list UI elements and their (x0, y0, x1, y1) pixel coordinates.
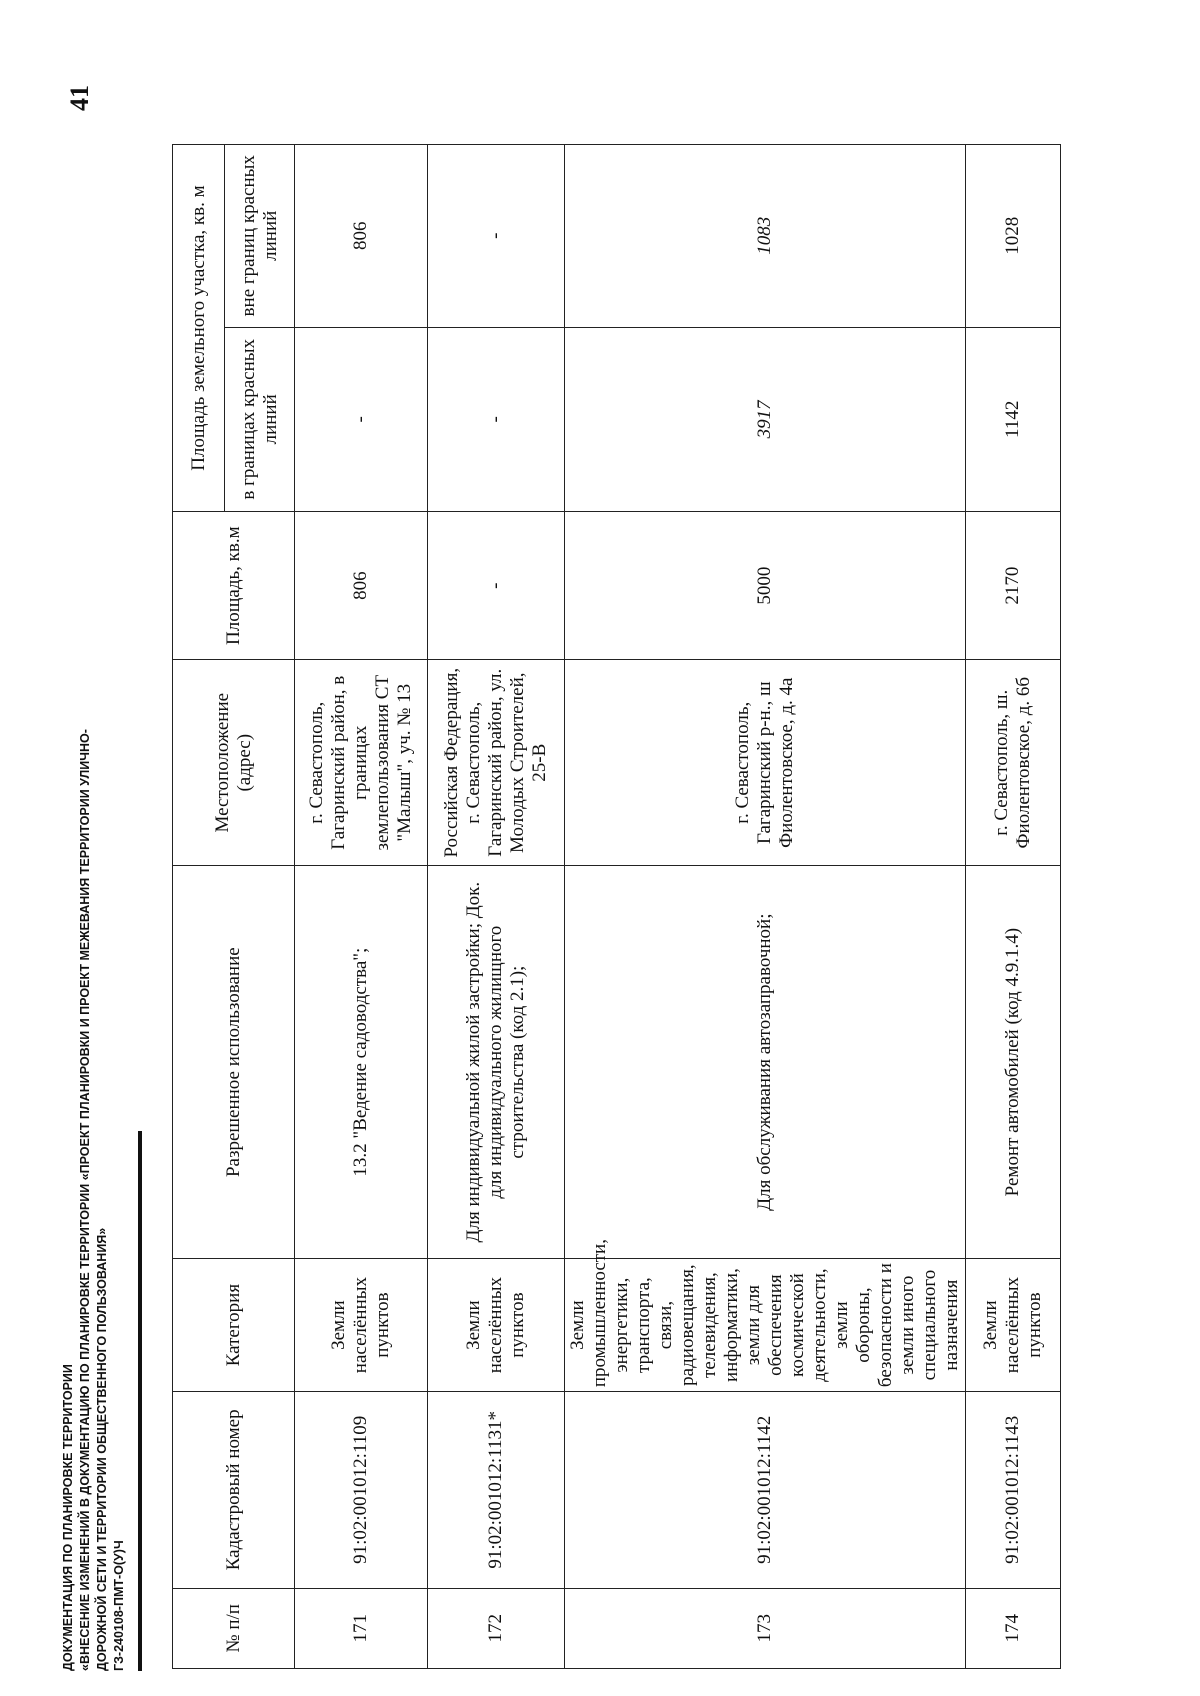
cell-num: 174 (966, 1588, 1061, 1668)
header-line-4: ГЗ-240108-ПМТ-О(У)Ч (112, 1540, 126, 1671)
cell-outside: 1083 (565, 145, 966, 328)
header-divider (138, 1131, 142, 1671)
header-line-1: ДОКУМЕНТАЦИЯ ПО ПЛАНИРОВКЕ ТЕРРИТОРИИ (61, 1364, 75, 1671)
header-inside-red-lines: в границах красных линий (225, 327, 295, 512)
cell-permitted-use: 13.2 "Ведение садоводства"; (295, 866, 428, 1259)
header-line-3: ДОРОЖНОЙ СЕТИ И ТЕРРИТОРИИ ОБЩЕСТВЕННОГО ПОЛЬЗОВАНИЯ» (95, 1227, 109, 1671)
cell-location: г. Севастополь, Гагаринский район, в границах землепользования СТ "Малыш", уч. № 13 (295, 660, 428, 866)
cell-location: Российская Федерация, г. Севастополь, Гагаринский район, ул. Молодых Строителей, 25-В (428, 660, 565, 866)
cell-num: 173 (565, 1588, 966, 1668)
cell-location: г. Севастополь, ш. Фиолентовское, д. 6б (966, 660, 1061, 866)
header-area: Площадь, кв.м (173, 512, 295, 660)
cell-area: 806 (295, 512, 428, 660)
cell-category: Земли населённых пунктов (428, 1259, 565, 1392)
cell-cadastral: 91:02:001012:1143 (966, 1392, 1061, 1588)
cell-num: 172 (428, 1588, 565, 1668)
cell-inside: - (428, 327, 565, 512)
cell-category: Земли населённых пунктов (966, 1259, 1061, 1392)
header-permitted-use: Разрешенное использование (173, 866, 295, 1259)
table-row (565, 145, 966, 1669)
header-outside-red-lines: вне границ красных линий (225, 145, 295, 328)
cell-area: 2170 (966, 512, 1061, 660)
land-plot-table (172, 144, 1061, 1669)
header-cadastral: Кадастровый номер (173, 1392, 295, 1588)
page-number: 41 (65, 85, 94, 111)
cell-location: г. Севастополь, Гагаринский р-н., ш Фиолентовское, д. 4а (565, 660, 966, 866)
header-line-2: «ВНЕСЕНИЕ ИЗМЕНЕНИЙ В ДОКУМЕНТАЦИЮ ПО ПЛАНИРОВКЕ ТЕРРИТОРИИ «ПРОЕКТ ПЛАНИРОВКИ И ПРОЕКТ МЕЖЕВАНИЯ ТЕРРИТОРИИ УЛИЧНО- (78, 729, 92, 1671)
table-row (428, 145, 565, 1669)
cell-category: Земли промышленности, энергетики, транспорта, связи, радиовещания, телевидения, информатики, земли для обеспечения космической деятельности, земли обороны, безопасности и земли иного специального назначения (565, 1259, 966, 1392)
cell-num: 171 (295, 1588, 428, 1668)
cell-area: - (428, 512, 565, 660)
table-row (295, 145, 428, 1669)
cell-cadastral: 91:02:001012:1131* (428, 1392, 565, 1588)
cell-permitted-use: Для обслуживания автозаправочной; (565, 866, 966, 1259)
cell-permitted-use: Для индивидуальной жилой застройки; Док. для индивидуального жилищного строительства (код 2.1); (428, 866, 565, 1259)
header-location: Местоположение (адрес) (173, 660, 295, 866)
cell-category: Земли населённых пунктов (295, 1259, 428, 1392)
cell-permitted-use: Ремонт автомобилей (код 4.9.1.4) (966, 866, 1061, 1259)
cell-inside: 1142 (966, 327, 1061, 512)
document-header (60, 571, 128, 1671)
cell-outside: 1028 (966, 145, 1061, 328)
cell-outside: 806 (295, 145, 428, 328)
cell-inside: - (295, 327, 428, 512)
cell-area: 5000 (565, 512, 966, 660)
header-category: Категория (173, 1259, 295, 1392)
cell-outside: - (428, 145, 565, 328)
header-num: № п/п (173, 1588, 295, 1668)
table-row (966, 145, 1061, 1669)
header-plot-area-group: Площадь земельного участка, кв. м (173, 145, 225, 512)
cell-inside: 3917 (565, 327, 966, 512)
cell-cadastral: 91:02:001012:1109 (295, 1392, 428, 1588)
cell-cadastral: 91:02:001012:1142 (565, 1392, 966, 1588)
